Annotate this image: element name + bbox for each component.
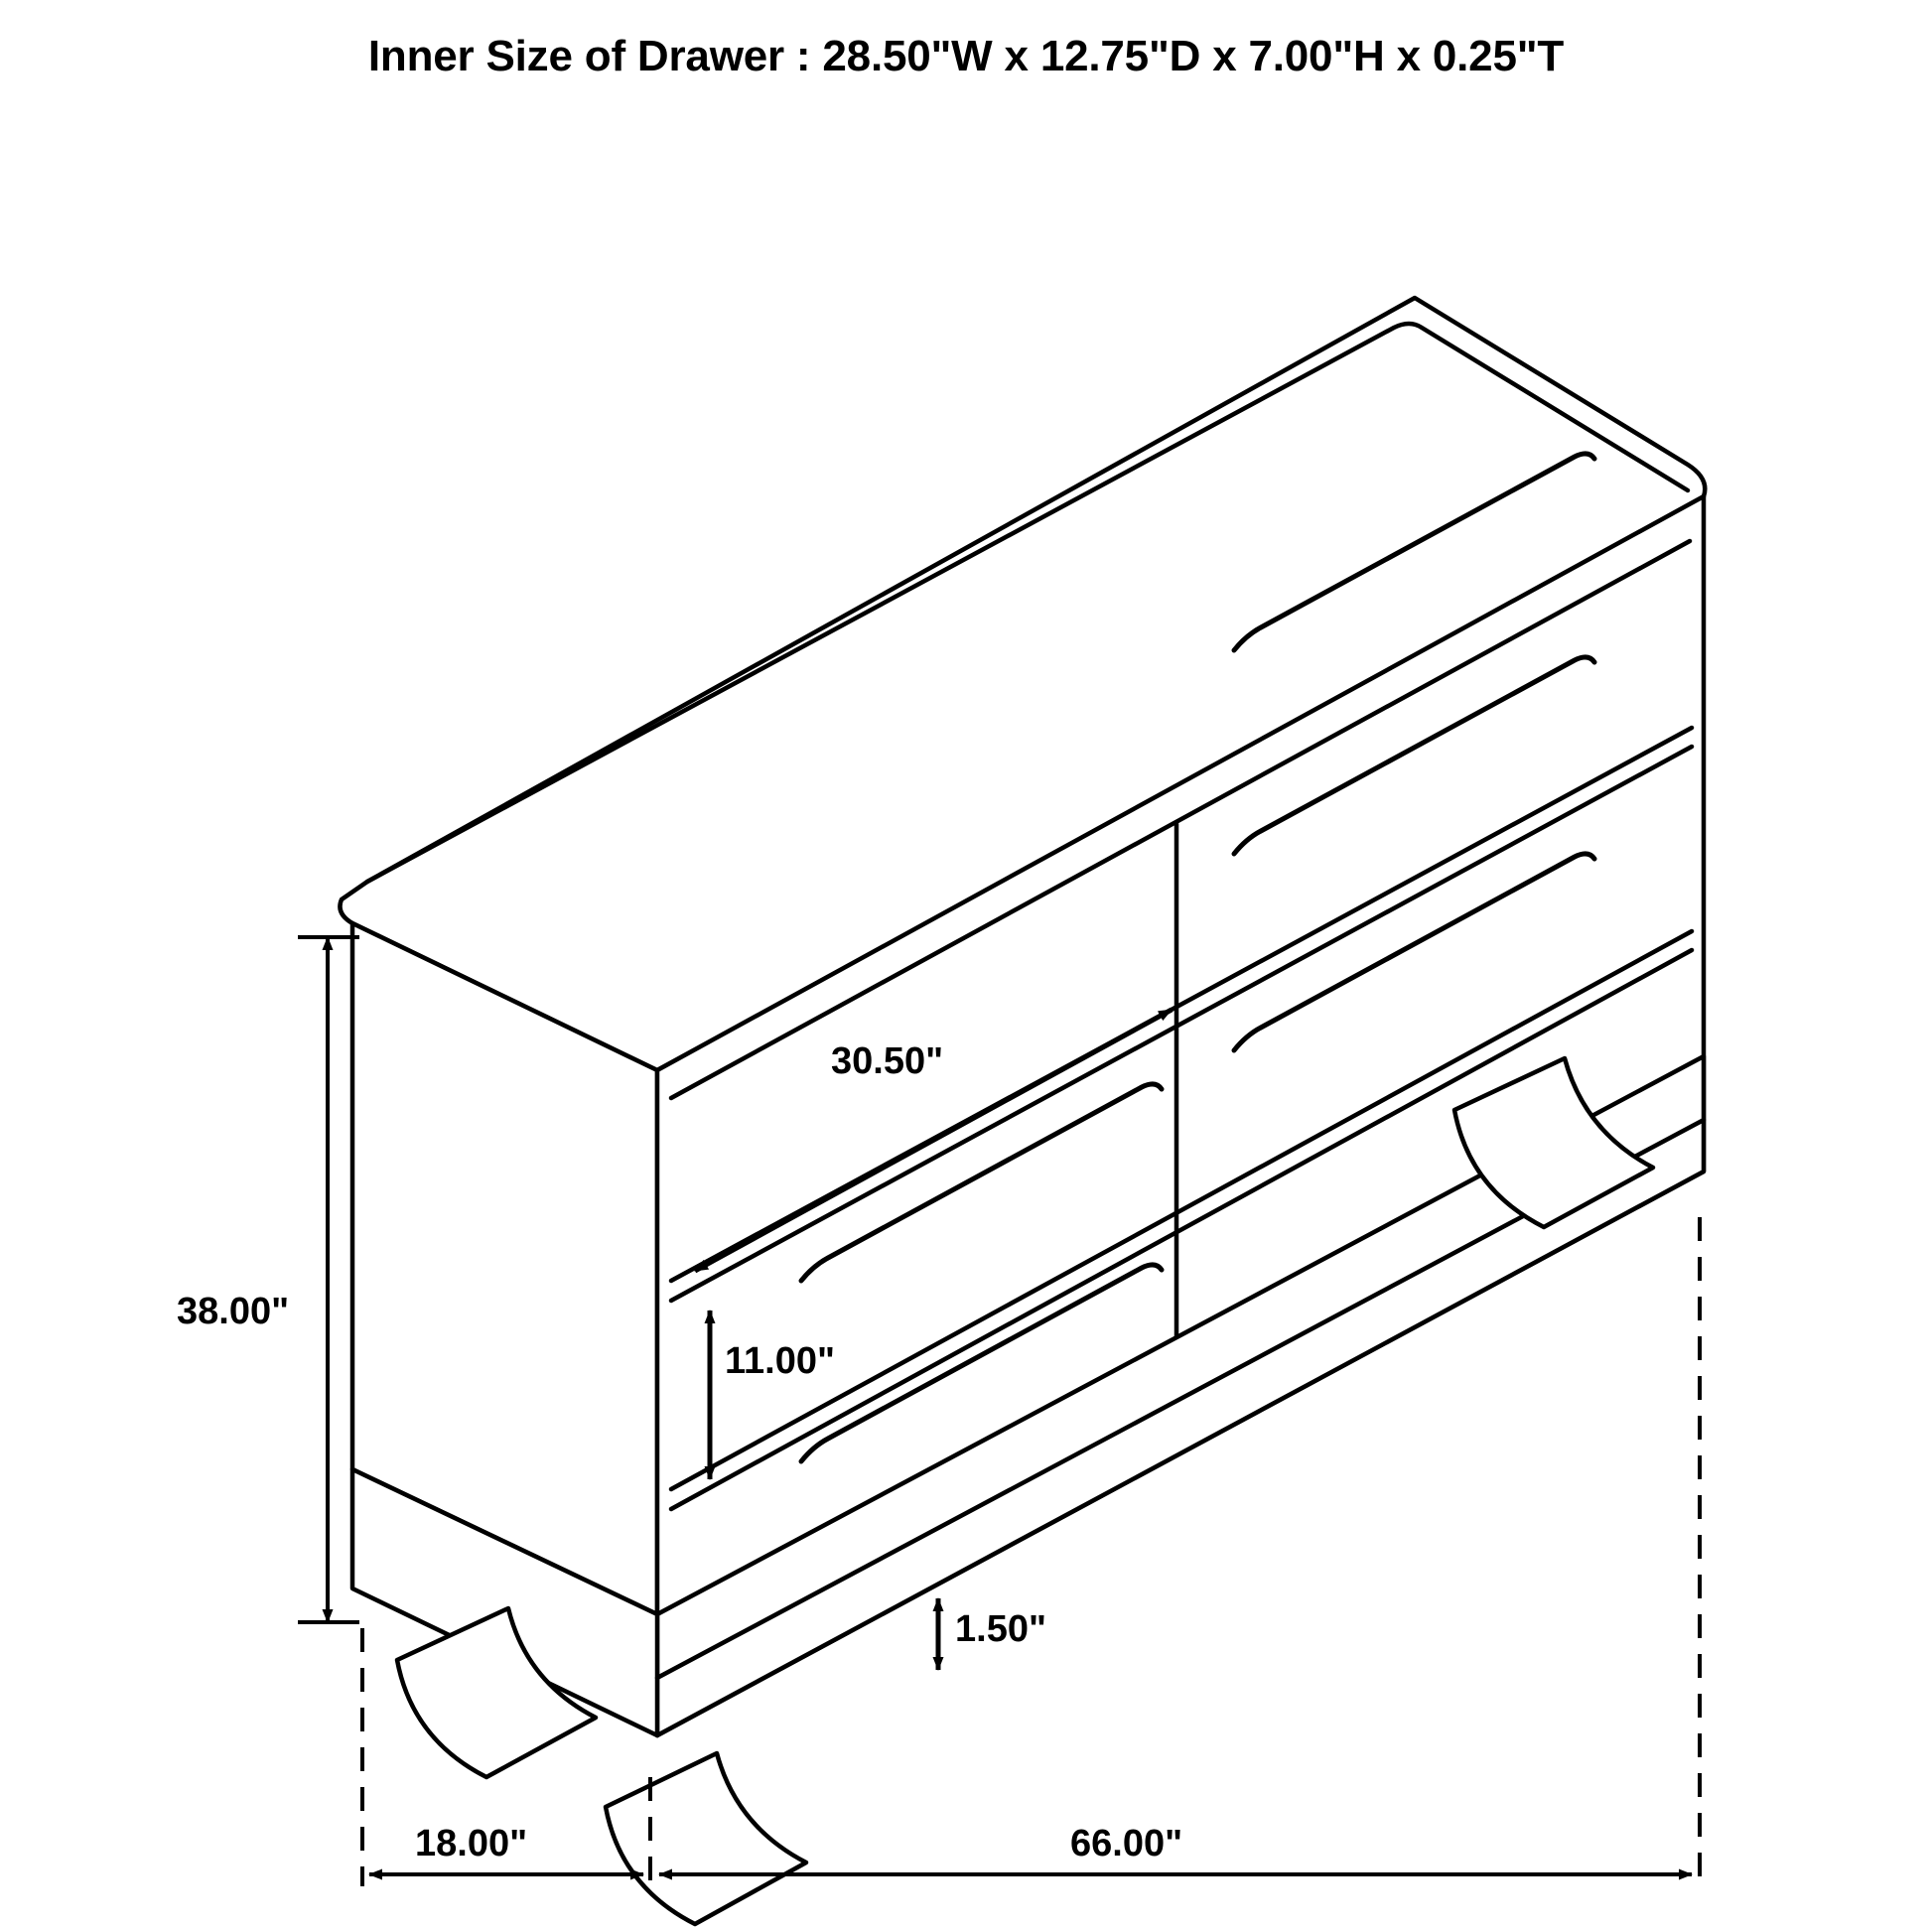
dim-label-base-height: 1.50" (955, 1608, 1046, 1650)
dim-label-drawer-width: 30.50" (831, 1040, 944, 1082)
foot-center (606, 1753, 806, 1924)
dim-label-overall-height: 38.00" (177, 1291, 290, 1332)
dim-label-overall-depth: 18.00" (415, 1823, 528, 1864)
dim-label-overall-width: 66.00" (1070, 1823, 1183, 1864)
dresser-body (340, 298, 1705, 1924)
page-title: Inner Size of Drawer : 28.50"W x 12.75"D x 7.00"H x 0.25"T (367, 32, 1565, 80)
dim-label-drawer-height: 11.00" (725, 1340, 836, 1382)
